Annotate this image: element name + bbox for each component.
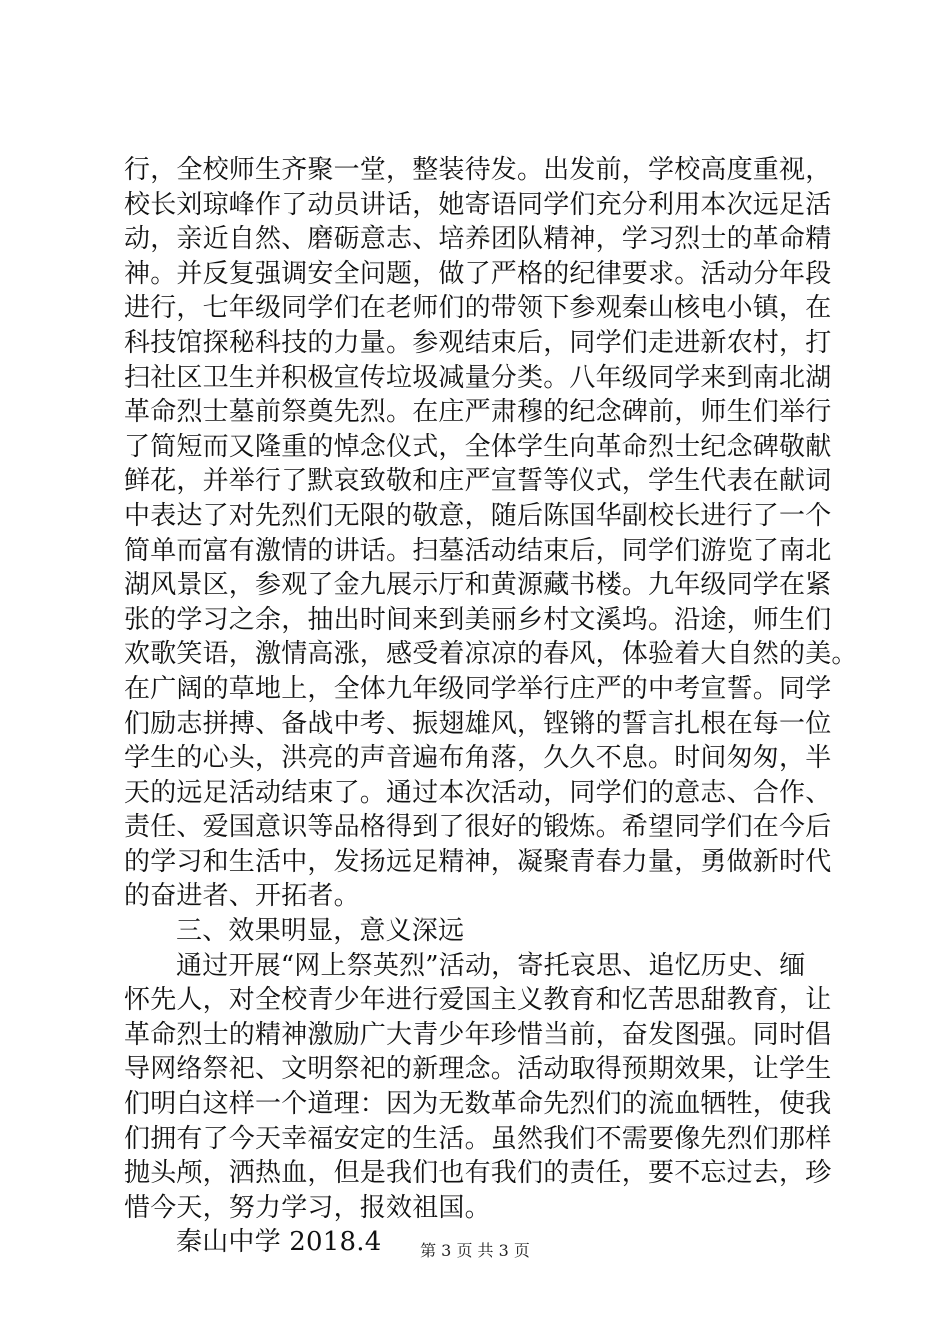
page-indicator: 第 3 页 共 3 页 [420,1241,530,1260]
paragraph-line: 鲜花，并举行了默哀致敬和庄严宣誓等仪式，学生代表在献词 [124,466,832,497]
paragraph-line: 神。并反复强调安全问题，做了严格的纪律要求。活动分年段 [124,258,832,289]
paragraph-line: 简单而富有激情的讲话。扫墓活动结束后，同学们游览了南北 [124,535,832,566]
paragraph-line: 行，全校师生齐聚一堂，整装待发。出发前，学校高度重视， [124,155,832,185]
paragraph-line: 中表达了对先烈们无限的敬意，随后陈国华副校长进行了一个 [124,500,832,531]
paragraph-line: 张的学习之余，抽出时间来到美丽乡村文溪坞。沿途，师生们 [124,604,832,635]
conclusion-line: 通过开展“网上祭英烈”活动，寄托哀思、追忆历史、缅 [176,950,806,981]
paragraph-line: 的学习和生活中，发扬远足精神，凝聚青春力量，勇做新时代 [124,846,832,877]
conclusion-line: 惜今天，努力学习，报效祖国。 [124,1192,491,1223]
paragraph-line: 校长刘琼峰作了动员讲话，她寄语同学们充分利用本次远足活 [124,189,832,220]
paragraph-line: 了简短而又隆重的悼念仪式，全体学生向革命烈士纪念碑敬献 [124,431,832,462]
conclusion-line: 革命烈士的精神激励广大青少年珍惜当前，奋发图强。同时倡 [124,1019,832,1050]
paragraph-line: 进行，七年级同学们在老师们的带领下参观秦山核电小镇，在 [124,293,832,324]
paragraph-line: 欢歌笑语，激情高涨，感受着凉凉的春风，体验着大自然的美。 [124,639,858,670]
paragraph-line: 扫社区卫生并积极宣传垃圾减量分类。八年级同学来到南北湖 [124,362,832,393]
conclusion-line: 怀先人，对全校青少年进行爱国主义教育和忆苦思甜教育，让 [124,985,832,1016]
conclusion-line: 们明白这样一个道理：因为无数革命先烈们的流血牺牲，使我 [124,1089,832,1120]
conclusion-line: 们拥有了今天幸福安定的生活。虽然我们不需要像先烈们那样 [124,1123,832,1154]
paragraph-line: 的奋进者、开拓者。 [124,881,360,912]
conclusion-line: 抛头颅，洒热血，但是我们也有我们的责任，要不忘过去，珍 [124,1158,832,1189]
signature-line: 秦山中学 2018.4 [176,1227,382,1258]
paragraph-line: 革命烈士墓前祭奠先烈。在庄严肃穆的纪念碑前，师生们举行 [124,397,832,428]
document-body [124,153,858,1260]
page-footer [0,1238,950,1261]
paragraph-line: 在广阔的草地上，全体九年级同学举行庄严的中考宣誓。同学 [124,673,832,704]
paragraph-line: 责任、爱国意识等品格得到了很好的锻炼。希望同学们在今后 [124,812,832,843]
paragraph-line: 动，亲近自然、磨砺意志、培养团队精神，学习烈士的革命精 [124,224,832,255]
paragraph-line: 科技馆探秘科技的力量。参观结束后，同学们走进新农村，打 [124,327,832,358]
paragraph-line: 们励志拼搏、备战中考、振翅雄风，铿锵的誓言扎根在每一位 [124,708,832,739]
section-heading: 三、效果明显，意义深远 [176,916,465,947]
paragraph-line: 天的远足活动结束了。通过本次活动，同学们的意志、合作、 [124,777,832,808]
paragraph-line: 湖风景区，参观了金九展示厅和黄源藏书楼。九年级同学在紧 [124,570,832,601]
paragraph-line: 学生的心头，洪亮的声音遍布角落，久久不息。时间匆匆，半 [124,743,832,774]
conclusion-line: 导网络祭祀、文明祭祀的新理念。活动取得预期效果，让学生 [124,1054,832,1085]
